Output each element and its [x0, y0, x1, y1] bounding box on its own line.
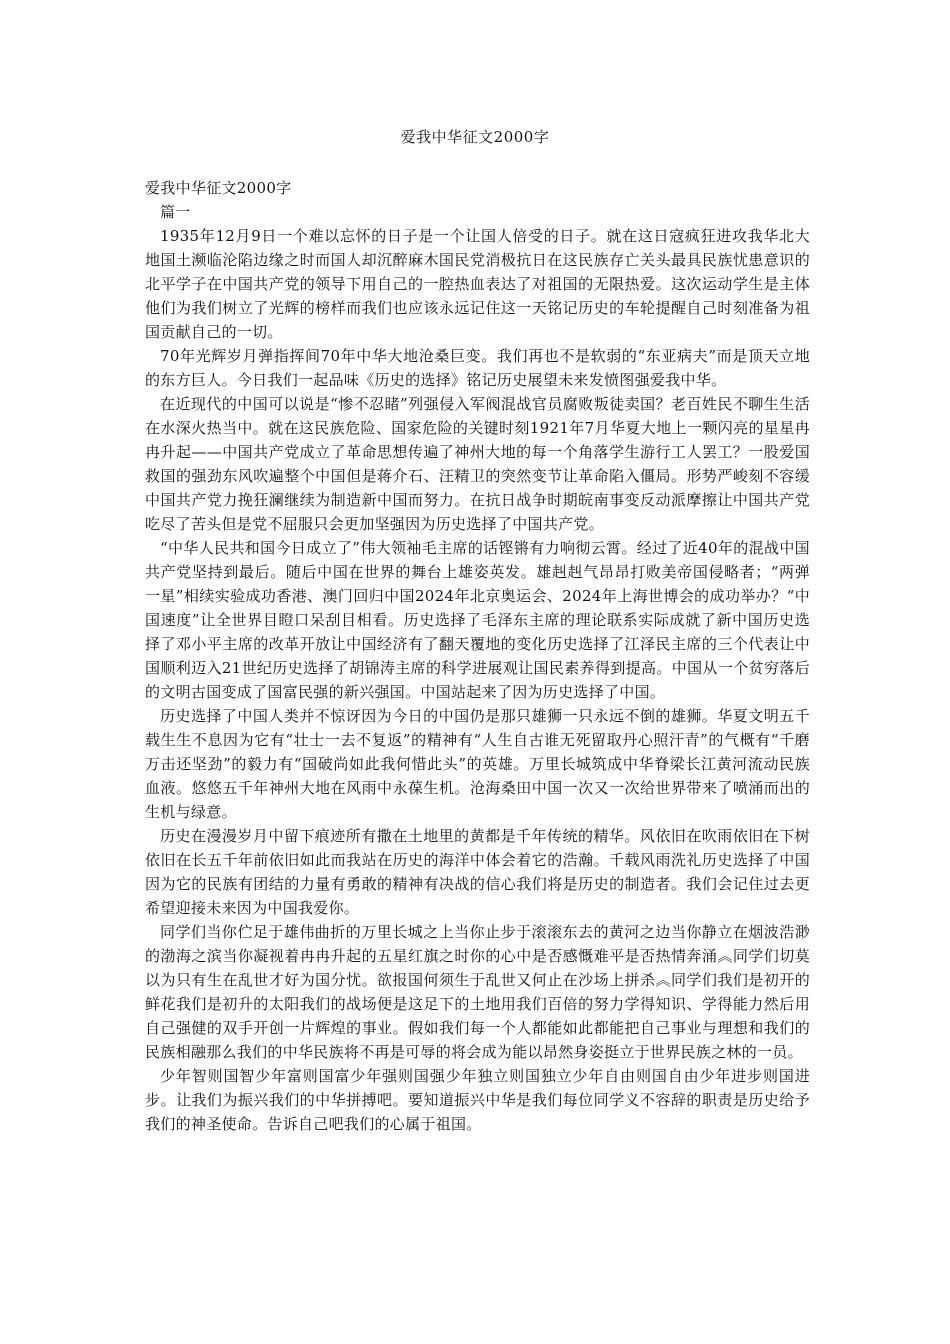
document-body: [145, 176, 810, 1136]
document-title: 爱我中华征文2000字: [400, 128, 550, 146]
paragraph: 在近现代的中国可以说是“惨不忍睹”列强侵入军阀混战官员腐败叛徒卖国？老百姓民不聊生生活在水深火热当中。就在这民族危险、国家危险的关键时刻1921年7月华夏大地上一颗闪亮的星星冉冉升起——中国共产党成立了革命思想传遍了神州大地的每一个角落学生游行工人罢工？一股爱国救国的强劲东风吹遍整个中国但是蒋介石、汪精卫的突然变节让革命陷入僵局。形势严峻刻不容缓中国共产党力挽狂澜继续为制造新中国而努力。在抗日战争时期皖南事变反动派摩擦让中国共产党吃尽了苦头但是党不屈服只会更加坚强因为历史选择了中国共产党。: [145, 395, 810, 533]
document-subtitle: 爱我中华征文2000字: [145, 179, 292, 197]
section-label: 篇一: [160, 203, 191, 221]
paragraph: “中华人民共和国今日成立了”伟大领袖毛主席的话铿锵有力响彻云霄。经过了近40年的混战中国共产党坚持到最后。随后中国在世界的舞台上雄姿英发。雄赳赳气昂昂打败美帝国侵略者；“两弹一星”相续实验成功香港、澳门回归中国2024年北京奥运会、2024年上海世博会的成功举办？“中国速度”让全世界目瞪口呆刮目相看。历史选择了毛泽东主席的理论联系实际成就了新中国历史选择了邓小平主席的改革开放让中国经济有了翻天覆地的变化历史选择了江泽民主席的三个代表让中国顺利迈入21世纪历史选择了胡锦涛主席的科学进展观让国民素养得到提高。中国从一个贫穷落后的文明古国变成了国富民强的新兴强国。中国站起来了因为历史选择了中国。: [145, 539, 810, 701]
paragraph: 1935年12月9日一个难以忘怀的日子是一个让国人倍受的日子。就在这日寇疯狂进攻我华北大地国土濒临沦陷边缘之时而国人却沉醉麻木国民党消极抗日在这民族存亡关头最具民族忧患意识的北平学子在中国共产党的领导下用自己的一腔热血表达了对祖国的无限热爱。这次运动学生是主体他们为我们树立了光辉的榜样而我们也应该永远记住这一天铭记历史的车轮提醒自己时刻准备为祖国贡献自己的一切。: [145, 227, 810, 341]
paragraph: 历史选择了中国人类并不惊讶因为今日的中国仍是那只雄狮一只永远不倒的雄狮。华夏文明五千载生生不息因为它有“壮士一去不复返”的精神有“人生自古谁无死留取丹心照汗青”的气概有“千磨万击还坚劲”的毅力有“国破尚如此我何惜此头”的英雄。万里长城筑成中华脊梁长江黄河流动民族血液。悠悠五千年神州大地在风雨中永葆生机。沧海桑田中国一次又一次给世界带来了喷涌而出的生机与绿意。: [145, 707, 810, 821]
paragraph: 70年光辉岁月弹指挥间70年中华大地沧桑巨变。我们再也不是软弱的“东亚病夫”而是顶天立地的东方巨人。今日我们一起品味《历史的选择》铭记历史展望未来发愤图强爱我中华。: [145, 347, 810, 389]
paragraph: 历史在漫漫岁月中留下痕迹所有撒在土地里的黄都是千年传统的精华。风依旧在吹雨依旧在下树依旧在长五千年前依旧如此而我站在历史的海洋中体会着它的浩瀚。千载风雨洗礼历史选择了中国因为它的民族有团结的力量有勇敢的精神有决战的信心我们将是历史的制造者。我们会记住过去更希望迎接未来因为中国我爱你。: [145, 827, 810, 917]
paragraph: 同学们当你伫足于雄伟曲折的万里长城之上当你止步于滚滚东去的黄河之边当你静立在烟波浩渺的渤海之滨当你凝视着冉冉升起的五星红旗之时你的心中是否感慨难平是否热情奔涌︽同学们切莫以为只有生在乱世才好为国分忧。欲报国何须生于乱世又何止在沙场上拼杀︽同学们我们是初开的鲜花我们是初升的太阳我们的战场便是这足下的土地用我们百倍的努力学得知识、学得能力然后用自己强健的双手开创一片辉煌的事业。假如我们每一个人都能如此都能把自己事业与理想和我们的民族相融那么我们的中华民族将不再是可辱的将会成为能以昂然身姿挺立于世界民族之林的一员。: [145, 923, 810, 1061]
paragraph: 少年智则国智少年富则国富少年强则国强少年独立则国独立少年自由则国自由少年进步则国进步。让我们为振兴我们的中华拼搏吧。要知道振兴中华是我们每位同学义不容辞的职责是历史给予我们的神圣使命。告诉自己吧我们的心属于祖国。: [145, 1067, 810, 1133]
